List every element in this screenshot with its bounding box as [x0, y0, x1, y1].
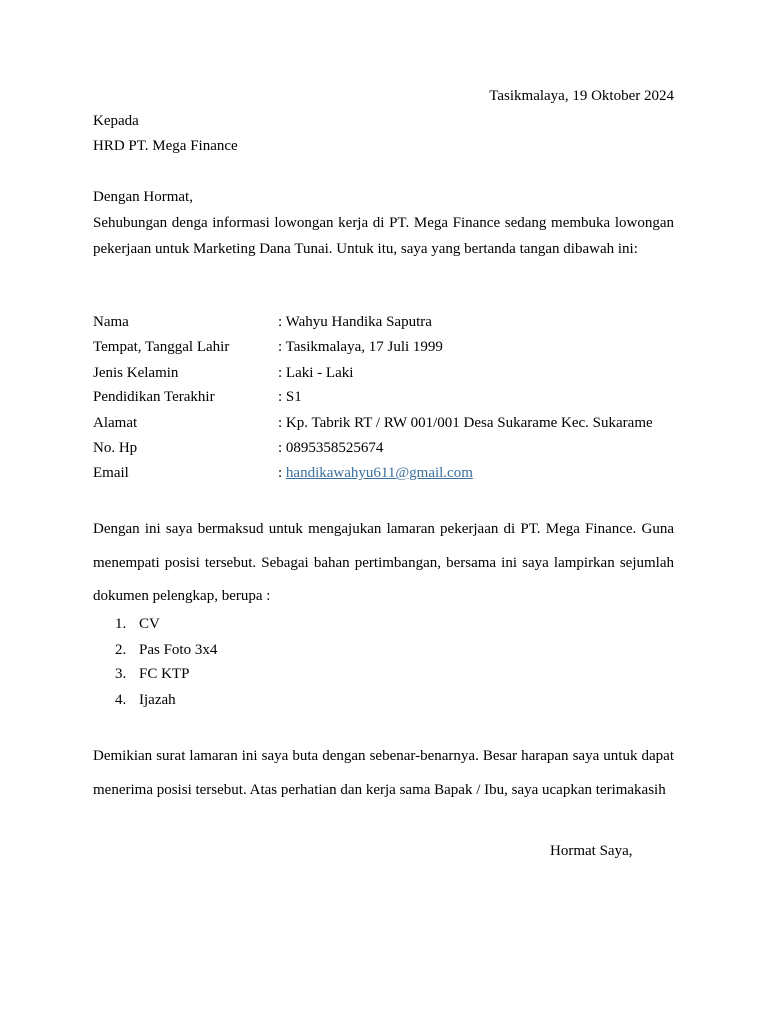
email-link[interactable]: handikawahyu611@gmail.com: [285, 465, 473, 481]
list-item: [115, 614, 160, 634]
list-item: [115, 640, 217, 660]
field-label: No. Hp: [93, 440, 138, 456]
list-number: 2.: [115, 642, 127, 658]
field-label: Email: [93, 465, 129, 481]
field-label: Pendidikan Terakhir: [93, 389, 215, 405]
list-text: FC KTP: [139, 666, 190, 682]
field-label: Alamat: [93, 415, 138, 431]
sign-off: Hormat Saya,: [550, 843, 633, 859]
list-item: [115, 664, 189, 684]
list-text: CV: [139, 616, 160, 632]
field-value: [278, 463, 473, 483]
list-item: [115, 690, 176, 710]
field-label: Nama: [93, 314, 129, 330]
list-text: Ijazah: [139, 692, 176, 708]
list-number: 3.: [115, 666, 127, 682]
email-prefix: :: [278, 465, 286, 481]
list-number: 4.: [115, 692, 127, 708]
letter-date: Tasikmalaya, 19 Oktober 2024: [489, 88, 674, 104]
field-label: Tempat, Tanggal Lahir: [93, 339, 230, 355]
list-text: Pas Foto 3x4: [139, 642, 218, 658]
greeting: Dengan Hormat,: [93, 189, 193, 205]
list-number: 1.: [115, 616, 127, 632]
field-label: Jenis Kelamin: [93, 365, 179, 381]
field-value: : Laki - Laki: [278, 365, 354, 381]
closing-paragraph: Demikian surat lamaran ini saya buta dengan sebenar-benarnya. Besar harapan saya untuk dapat menerima posisi tersebut. Atas perhatian dan kerja sama Bapak / Ibu, saya ucapkan terimakasih: [93, 748, 674, 798]
field-value: : Kp. Tabrik RT / RW 001/001 Desa Sukarame Kec. Sukarame: [278, 415, 653, 431]
field-value: : 0895358525674: [278, 440, 384, 456]
body-paragraph: Dengan ini saya bermaksud untuk mengajukan lamaran pekerjaan di PT. Mega Finance. Guna menempati posisi tersebut. Sebagai bahan pertimbangan, bersama ini saya lampirkan sejumlah dokumen pelengkap, berupa :: [93, 521, 674, 604]
field-value: : S1: [278, 389, 302, 405]
field-value: : Wahyu Handika Saputra: [278, 314, 432, 330]
intro-paragraph: Sehubungan denga informasi lowongan kerja di PT. Mega Finance sedang membuka lowongan pekerjaan untuk Marketing Dana Tunai. Untuk itu, saya yang bertanda tangan dibawah ini:: [93, 215, 674, 257]
recipient-label: Kepada: [93, 113, 139, 129]
recipient-name: HRD PT. Mega Finance: [93, 138, 238, 154]
field-value: : Tasikmalaya, 17 Juli 1999: [278, 339, 443, 355]
